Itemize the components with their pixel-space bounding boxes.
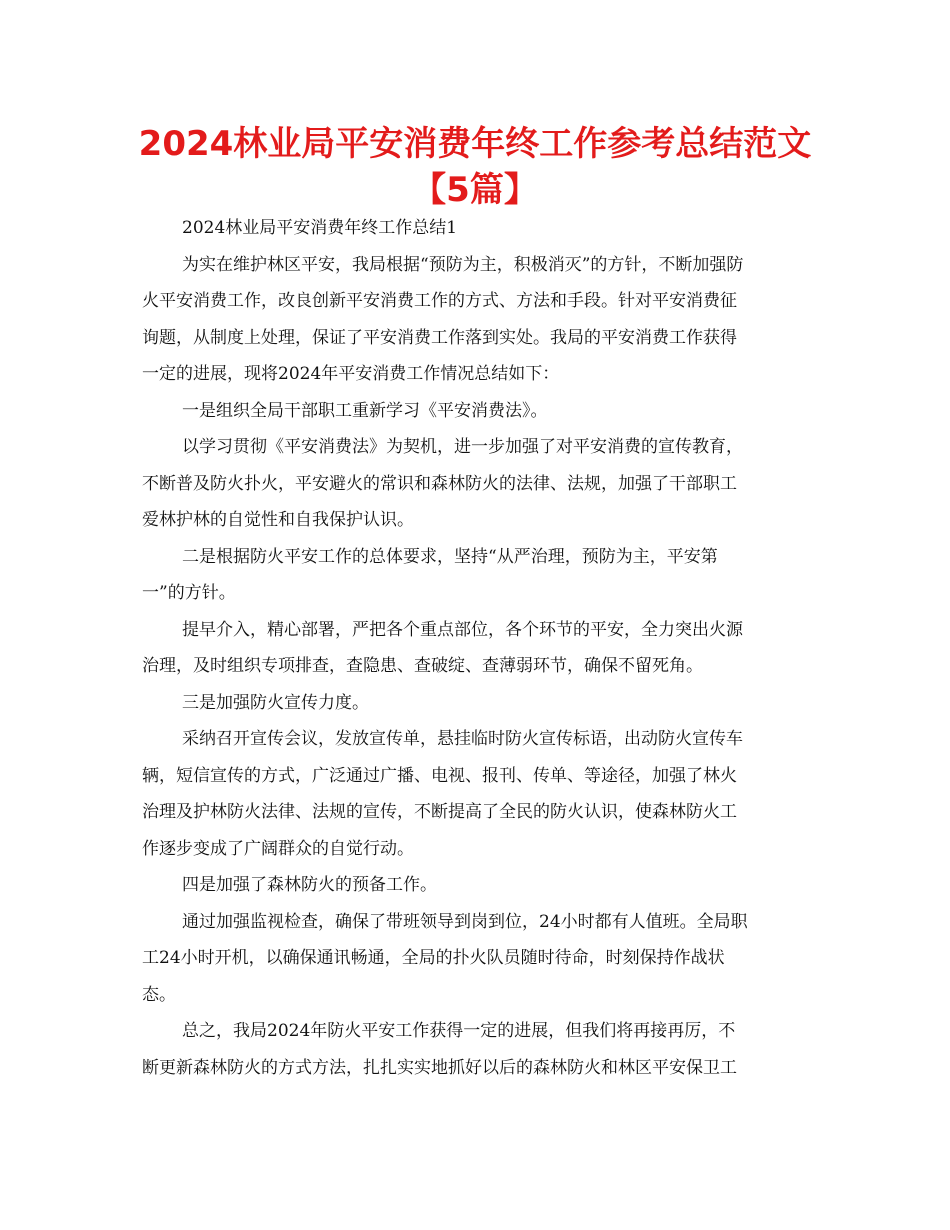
body-line: 二是根据防火平安工作的总体要求，坚持“从严治理，预防为主，平安第 (182, 546, 718, 567)
body-line: 爱林护林的自觉性和自我保护认识。 (142, 510, 414, 530)
body-line: 2024林业局平安消费年终工作总结1 (182, 218, 458, 238)
document-title-line-2: 【5篇】 (412, 170, 538, 210)
body-line: 一”的方针。 (142, 583, 236, 603)
body-line: 火平安消费工作，改良创新平安消费工作的方式、方法和手段。针对平安消费征 (142, 291, 737, 311)
body-line: 工24小时开机，以确保通讯畅通，全局的扑火队员随时待命，时刻保持作战状 (142, 948, 725, 968)
body-line: 作逐步变成了广阔群众的自觉行动。 (142, 838, 414, 859)
body-line: 不断普及防火扑火，平安避火的常识和森林防火的法律、法规，加强了干部职工 (142, 473, 737, 494)
body-line: 三是加强防火宣传力度。 (182, 692, 369, 713)
body-line: 询题，从制度上处理，保证了平安消费工作落到实处。我局的平安消费工作获得 (142, 327, 737, 348)
body-line: 一是组织全局干部职工重新学习《平安消费法》。 (182, 400, 548, 421)
body-line: 总之，我局2024年防火平安工作获得一定的进展，但我们将再接再厉，不 (182, 1021, 736, 1041)
body-line: 提早介入，精心部署，严把各个重点部位，各个环节的平安，全力突出火源 (182, 619, 743, 640)
body-line: 以学习贯彻《平安消费法》为契机，进一步加强了对平安消费的宣传教育， (182, 437, 743, 457)
body-line: 治理，及时组织专项排查，查隐患、查破绽、查薄弱环节，确保不留死角。 (142, 656, 703, 676)
body-line: 治理及护林防火法律、法规的宣传，不断提高了全民的防火认识，使森林防火工 (142, 802, 737, 822)
body-line: 一定的进展，现将2024年平安消费工作情况总结如下： (142, 364, 560, 384)
body-line: 辆，短信宣传的方式，广泛通过广播、电视、报刊、传单、等途径，加强了林火 (142, 765, 737, 786)
body-line: 态。 (142, 984, 176, 1005)
body-line: 采纳召开宣传会议，发放宣传单，悬挂临时防火宣传标语，出动防火宣传车 (182, 729, 743, 749)
body-line: 通过加强监视检查，确保了带班领导到岗到位，24小时都有人值班。全局职 (182, 911, 748, 932)
body-line: 四是加强了森林防火的预备工作。 (182, 875, 437, 895)
body-line: 断更新森林防火的方式方法，扎扎实实地抓好以后的森林防火和林区平安保卫工 (142, 1057, 737, 1078)
document-body (142, 210, 802, 1086)
document-title-line-1: 2024林业局平安消费年终工作参考总结范文 (138, 124, 812, 164)
body-line: 为实在维护林区平安，我局根据“预防为主，积极消灭”的方针，不断加强防 (182, 254, 744, 275)
